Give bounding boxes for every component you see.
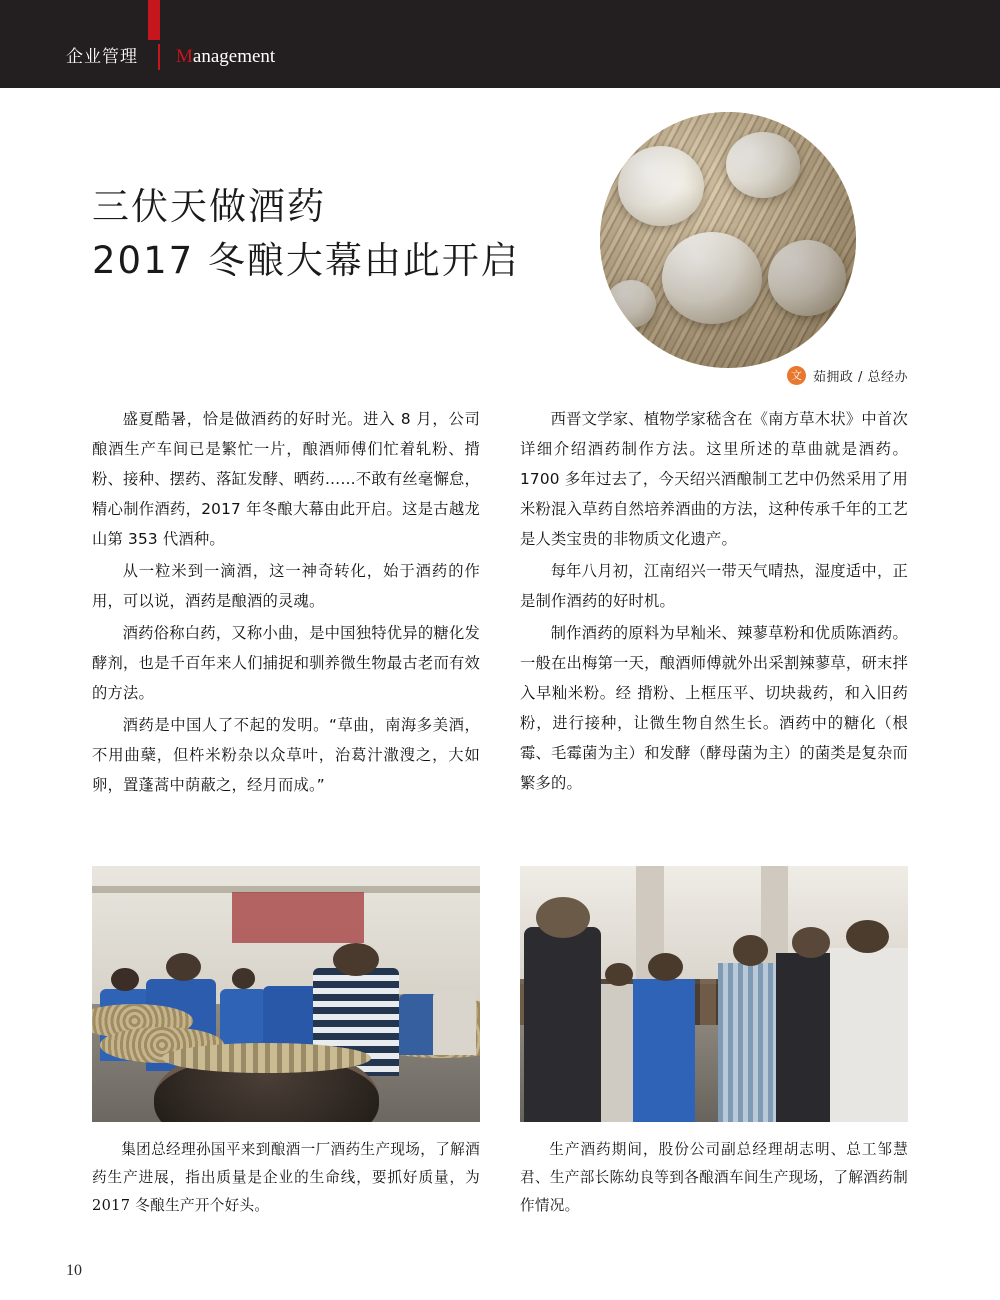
article-column-right: [520, 404, 908, 802]
header-accent-bar: [148, 0, 160, 40]
paragraph: 从一粒米到一滴酒，这一神奇转化，始于酒药的作用，可以说，酒药是酿酒的灵魂。: [92, 562, 480, 610]
photo-caption-right: 生产酒药期间，股份公司副总经理胡志明、总工邹慧君、生产部长陈幼良等到各酿酒车间生产现场，了解酒药制作情况。: [520, 1141, 908, 1214]
round-hero-photo: [600, 112, 856, 368]
photo-vignette: [600, 112, 856, 368]
byline: [787, 366, 908, 385]
visitor-head: [846, 920, 889, 953]
paragraph: 每年八月初，江南绍兴一带天气晴热，湿度适中，正是制作酒药的好时机。: [520, 562, 908, 610]
worker-head: [232, 968, 255, 988]
foreground-figure: [524, 927, 602, 1122]
worker-head: [166, 953, 201, 981]
manager-head: [733, 935, 768, 966]
visitor-head: [333, 943, 380, 976]
header-divider: [158, 44, 160, 70]
section-title-cn: 企业管理: [66, 47, 138, 67]
worker-figure: [433, 991, 476, 1055]
photo-caption-left: 集团总经理孙国平来到酿酒一厂酒药生产现场，了解酒药生产进展，指出质量是企业的生命线，要抓好质量，为 2017 冬酿生产开个好头。: [92, 1141, 480, 1214]
author-badge-icon: 文: [787, 366, 806, 385]
vat-rim: [162, 1043, 372, 1074]
byline-text: 茹拥政 / 总经办: [812, 370, 908, 385]
worker-figure: [633, 979, 695, 1122]
article-column-left: [92, 404, 480, 802]
paragraph: 制作酒药的原料为早籼米、辣蓼草粉和优质陈酒药。一般在出梅第一天，酿酒师傅就外出采割辣蓼草，研末拌入早籼米粉。经 揹粉、上框压平、切块裁药，和入旧药粉，进行接种，让微生物自然生长。酒药中的糖化（根霉、毛霉菌为主）和发酵（酵母菌为主）的菌类是复杂而繁多的。: [520, 624, 908, 792]
article-body: [92, 404, 908, 802]
manager-figure: [718, 963, 780, 1122]
visitor-head: [605, 963, 632, 986]
page-title-line-1: 三伏天做酒药: [92, 185, 326, 228]
header-section-label: [66, 42, 275, 72]
worker-head: [111, 968, 138, 991]
photo-scene: [92, 866, 480, 1122]
page-number: 10: [66, 1262, 82, 1279]
page-title: [92, 180, 562, 288]
visitor-figure: [830, 948, 908, 1122]
photo-factory-visit-left: [92, 866, 480, 1122]
page-title-line-2: 2017 冬酿大幕由此开启: [92, 239, 520, 282]
red-banner: [232, 892, 364, 943]
foreground-head: [536, 897, 590, 938]
worker-head: [648, 953, 683, 981]
paragraph: 盛夏酷暑，恰是做酒药的好时光。进入 8 月，公司酿酒生产车间已是繁忙一片，酿酒师傅们忙着轧粉、揹粉、接种、摆药、落缸发酵、晒药……不敢有丝毫懈怠，精心制作酒药，2017 年冬酿大幕由此开启。这是古越龙山第 353 代酒种。: [92, 410, 480, 548]
paragraph: 西晋文学家、植物学家嵇含在《南方草木状》中首次详细介绍酒药制作方法。这里所述的草曲就是酒药。1700 多年过去了，今天绍兴酒酿制工艺中仍然采用了用米粉混入草药自然培养酒曲的方法，这种传承千年的工艺是人类宝贵的非物质文化遗产。: [520, 410, 908, 548]
paragraph: 酒药俗称白药，又称小曲，是中国独特优异的糖化发酵剂，也是千百年来人们捕捉和驯养微生物最古老而有效的方法。: [92, 624, 480, 702]
paragraph: 酒药是中国人了不起的发明。“草曲，南海多美酒，不用曲蘖，但杵米粉杂以众草叶，治葛汁潵溲之，大如卵，置蓬蒿中荫蔽之，经月而成。”: [92, 716, 480, 794]
section-title-en: Management: [176, 46, 276, 67]
photo-scene: [520, 866, 908, 1122]
photo-factory-visit-right: [520, 866, 908, 1122]
